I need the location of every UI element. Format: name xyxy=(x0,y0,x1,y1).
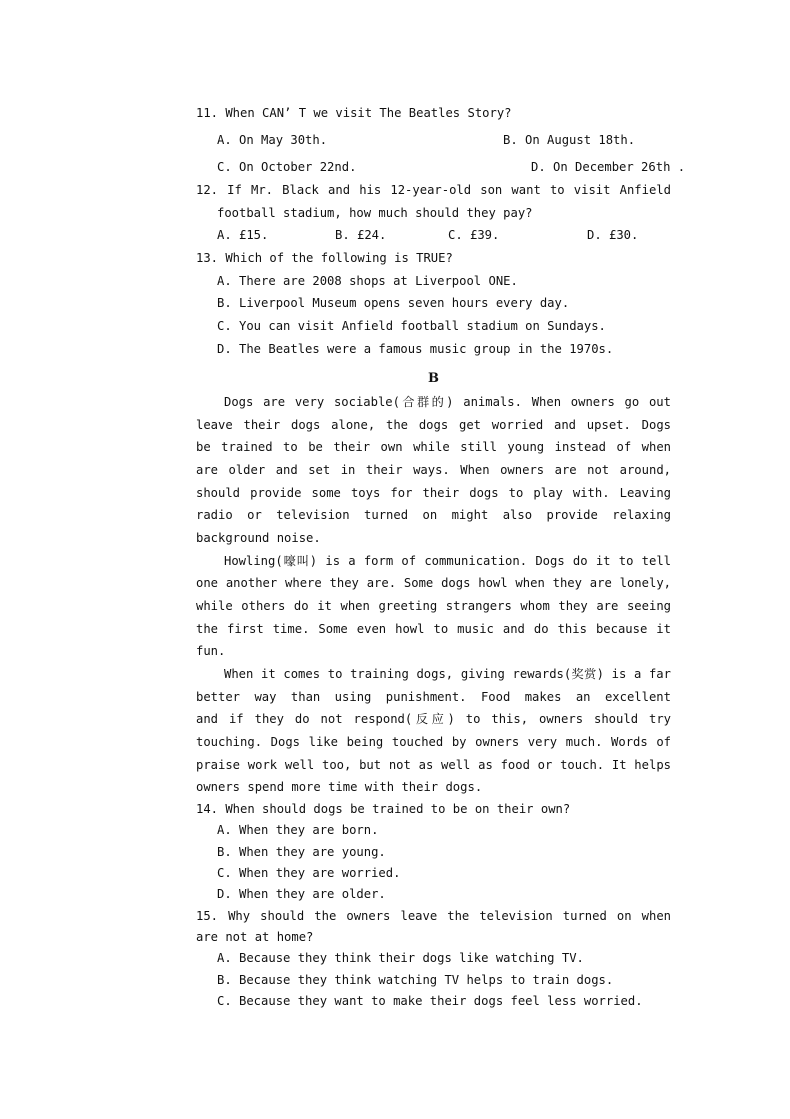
question-stem: 15. Why should the owners leave the television turned on when xyxy=(196,909,671,923)
passage-line: radio or television turned on might also provide relaxing xyxy=(196,508,671,522)
question-stem: football stadium, how much should they pay? xyxy=(217,206,533,220)
answer-option: C. £39. xyxy=(448,228,500,242)
question-stem: 12. If Mr. Black and his 12-year-old son want to visit Anfield xyxy=(196,183,671,197)
passage-line: owners spend more time with their dogs. xyxy=(196,780,483,794)
passage-line: leave their dogs alone, the dogs get worried and upset. Dogs xyxy=(196,418,671,432)
answer-option: C. When they are worried. xyxy=(217,866,401,880)
answer-option: B. Because they think watching TV helps to train dogs. xyxy=(217,973,614,987)
passage-line: background noise. xyxy=(196,531,321,545)
answer-option: B. When they are young. xyxy=(217,845,386,859)
answer-option: A. On May 30th. xyxy=(217,133,328,147)
question-stem: are not at home? xyxy=(196,930,314,944)
question-stem: 13. Which of the following is TRUE? xyxy=(196,251,453,265)
passage-line: the first time. Some even howl to music and do this because it xyxy=(196,622,671,636)
answer-option: D. The Beatles were a famous music group in the 1970s. xyxy=(217,342,614,356)
question-stem: 14. When should dogs be trained to be on their own? xyxy=(196,802,571,816)
answer-option: C. Because they want to make their dogs feel less worried. xyxy=(217,994,643,1008)
passage-line: should provide some toys for their dogs to play with. Leaving xyxy=(196,486,671,500)
passage-line: touching. Dogs like being touched by owners very much. Words of xyxy=(196,735,671,749)
passage-line: fun. xyxy=(196,644,226,658)
answer-option: D. On December 26th . xyxy=(531,160,686,174)
passage-line: are older and set in their ways. When owners are not around, xyxy=(196,463,671,477)
answer-option: C. On October 22nd. xyxy=(217,160,357,174)
answer-option: D. When they are older. xyxy=(217,887,386,901)
passage-line: while others do it when greeting strangers whom they are seeing xyxy=(196,599,671,613)
passage-line: Dogs are very sociable(合群的) animals. When owners go out xyxy=(224,395,671,409)
answer-option: A. £15. xyxy=(217,228,269,242)
answer-option: A. When they are born. xyxy=(217,823,379,837)
passage-line: When it comes to training dogs, giving rewards(奖赏) is a far xyxy=(224,667,671,681)
answer-option: B. £24. xyxy=(335,228,387,242)
answer-option: B. Liverpool Museum opens seven hours every day. xyxy=(217,296,570,310)
passage-line: one another where they are. Some dogs howl when they are lonely, xyxy=(196,576,671,590)
answer-option: A. There are 2008 shops at Liverpool ONE. xyxy=(217,274,518,288)
passage-line: be trained to be their own while still young instead of when xyxy=(196,440,671,454)
section-heading: B xyxy=(428,371,439,386)
passage-line: Howling(嚎叫) is a form of communication. Dogs do it to tell xyxy=(224,554,671,568)
answer-option: D. £30. xyxy=(587,228,639,242)
answer-option: B. On August 18th. xyxy=(503,133,636,147)
question-stem: 11. When CAN’ T we visit The Beatles Story? xyxy=(196,106,512,120)
passage-line: and if they do not respond(反应) to this, owners should try xyxy=(196,712,671,726)
answer-option: C. You can visit Anfield football stadium on Sundays. xyxy=(217,319,606,333)
answer-option: A. Because they think their dogs like watching TV. xyxy=(217,951,584,965)
passage-line: praise work well too, but not as well as food or touch. It helps xyxy=(196,758,671,772)
passage-line: better way than using punishment. Food makes an excellent xyxy=(196,690,671,704)
